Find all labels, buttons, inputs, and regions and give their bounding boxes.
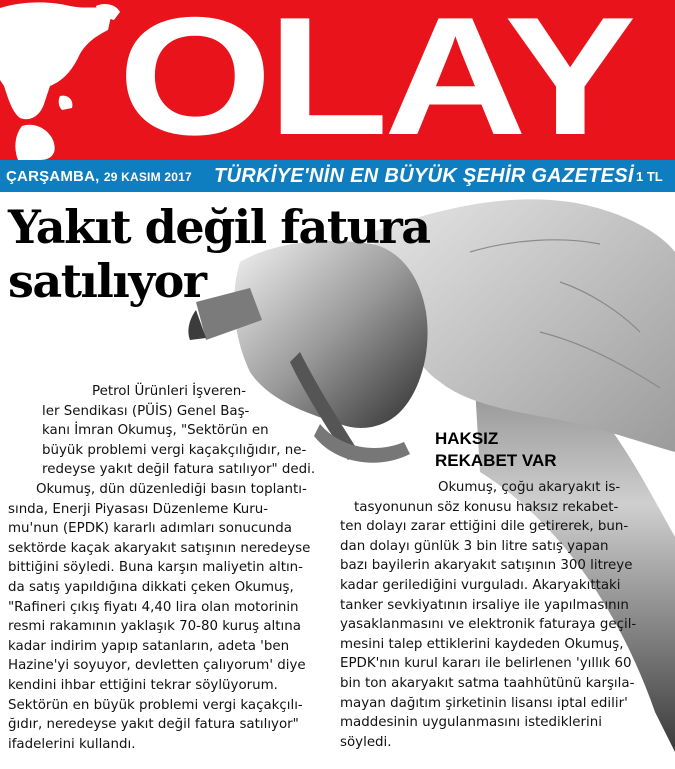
headline (8, 200, 458, 308)
col1-line: Sektörün en büyük problemi vergi kaçakçılı- (8, 697, 303, 713)
col1-line: da satış yapıldığına dikkati çeken Okumuş, (8, 579, 294, 595)
headline-line-1: Yakıt değil fatura (8, 200, 430, 254)
col1-line: ler Sendikası (PÜİS) Genel Baş- (42, 403, 250, 419)
col1-line: büyük problemi vergi kaçakçılığıdır, ne- (42, 442, 307, 458)
subheading-line-2: REKABET VAR (435, 451, 557, 470)
col1-line: "Rafineri çıkış fiyatı 4,40 lira olan motorinin (8, 599, 299, 615)
col2-line: tasyonunun söz konusu haksız rekabet- (354, 499, 619, 515)
col1-line: ifadelerini kullandı. (8, 736, 136, 752)
col2-line: EPDK'nın kurul kararı ile belirlenen 'yıllık 60 (340, 656, 632, 672)
price: 1 TL (636, 169, 663, 184)
col2-line: dan dolayı günlük 3 bin litre satış yapan (340, 538, 609, 554)
col2-line: mesini talep ettiklerini kaydeden Okumuş, (340, 636, 624, 652)
subheading-line-1: HAKSIZ (435, 429, 499, 448)
article-column-2 (340, 478, 672, 752)
col1-line: mu'nun (EPDK) kararlı adımları sonucunda (8, 521, 292, 537)
col2-line: kadar gerilediğini vurguladı. Akaryakıttaki (340, 577, 621, 593)
col2-line: maddesinin uygulanmasını istediklerini (340, 715, 602, 731)
col1-line: sında, Enerji Piyasası Düzenleme Kuru- (8, 501, 269, 517)
col1-line: Hazine'yi soyuyor, devletten çalıyorum' diye (8, 658, 306, 674)
col2-line: ten dolayı zarar ettiğini dile getirerek, bun- (340, 519, 629, 535)
col2-line: Okumuş, çoğu akaryakıt is- (438, 480, 621, 495)
col1-line: bittiğini söyledi. Buna karşın maliyetin altın- (8, 560, 303, 576)
col2-line: söyledi. (340, 734, 392, 750)
headline-line-2: satılıyor (8, 254, 206, 308)
col1-line: ğıdır, neredeyse yakıt değil fatura satılıyor" (8, 717, 299, 733)
col2-line: mayan dağıtım şirketinin lisansı iptal edilir' (340, 695, 628, 711)
issue-day: ÇARŞAMBA, (6, 168, 100, 185)
subheading (435, 428, 557, 472)
issue-date-text: 29 KASIM 2017 (103, 170, 192, 184)
tagline: TÜRKİYE'NİN EN BÜYÜK ŞEHİR GAZETESİ (214, 165, 634, 187)
col2-line: bin ton akaryakıt satma taahhütünü karşıla- (340, 675, 635, 691)
col1-line: sektörde kaçak akaryakıt satışının neredeyse (8, 540, 311, 556)
col2-line: bazı bayilerin akaryakıt satışının 300 litreye (340, 558, 633, 574)
col2-line: yasaklanmasını ve elektronik faturaya geçil- (340, 617, 637, 633)
col1-line: redeyse yakıt değil fatura satılıyor" dedi. (42, 462, 316, 478)
logo-olay: OLAY (118, 0, 632, 160)
col1-line: kanı İmran Okumuş, "Sektörün en (42, 423, 269, 439)
article-column-1 (8, 382, 320, 754)
col1-line: kendini ihbar ettiğini tekrar söylüyorum. (8, 677, 278, 693)
col1-line: Okumuş, dün düzenlediği basın toplantı- (36, 481, 307, 497)
masthead (0, 0, 675, 160)
col1-line: resmi rakamının yaklaşık 70-80 kuruş altına (8, 619, 301, 635)
issue-date (6, 168, 192, 185)
col1-line: kadar indirim yapıp satanların, adeta 'ben (8, 638, 290, 654)
col1-line: Petrol Ürünleri İşveren- (92, 384, 247, 399)
date-strip (0, 160, 675, 192)
col2-line: tanker sevkiyatının irsaliye ile yapılmasının (340, 597, 629, 613)
